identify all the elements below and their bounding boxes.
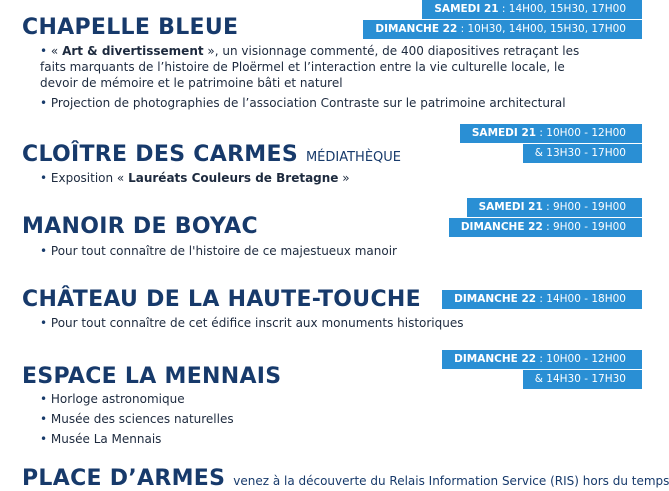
schedule-badge-cloitre-saturday: SAMEDI 21 : 10H00 - 12H00: [460, 124, 642, 143]
schedule-badge-chapelle-saturday: SAMEDI 21 : 14H00, 15H30, 17H00: [422, 0, 642, 19]
schedule-badge-chateau-sunday: DIMANCHE 22 : 14H00 - 18H00: [442, 290, 642, 309]
venue-title-chapelle-bleue: CHAPELLE BLEUE: [22, 15, 239, 40]
list-item: • « Art & divertissement », un visionnage commenté, de 400 diapositives retraçant les faits marquants de l’histoire de Ploërmel et l’interaction entre la vie culturelle locale, le devoir de mémoire et le patrimoine bâti et naturel: [40, 44, 580, 90]
venue-description-manoir: [40, 243, 602, 259]
venue-description-chateau: [40, 315, 602, 331]
schedule-badge-manoir-saturday: SAMEDI 21 : 9H00 - 19H00: [467, 198, 642, 217]
venue-title-chateau-haute-touche: CHÂTEAU DE LA HAUTE-TOUCHE: [22, 287, 421, 312]
venue-description-chapelle-bleue: [40, 43, 602, 111]
venue-title-place-d-armes: PLACE D’ARMES venez à la découverte du Relais Information Service (RIS) hors du temps: [22, 466, 669, 491]
list-item: • Pour tout connaître de l'histoire de ce majestueux manoir: [40, 244, 397, 258]
venue-inline-note: venez à la découverte du Relais Information Service (RIS) hors du temps: [233, 474, 669, 488]
venue-title-cloitre-des-carmes: CLOÎTRE DES CARMES MÉDIATHÈQUE: [22, 142, 402, 167]
schedule-badge-chapelle-sunday: DIMANCHE 22 : 10H30, 14H00, 15H30, 17H00: [363, 20, 642, 39]
venue-description-cloitre: [40, 170, 602, 186]
venue-title-espace-la-mennais: ESPACE LA MENNAIS: [22, 364, 282, 389]
schedule-badge-mennais-sunday-afternoon: & 14H30 - 17H30: [523, 370, 642, 389]
list-item: • Projection de photographies de l’association Contraste sur le patrimoine architectural: [40, 96, 566, 110]
schedule-badge-manoir-sunday: DIMANCHE 22 : 9H00 - 19H00: [449, 218, 642, 237]
list-item: • Horloge astronomique: [40, 392, 185, 406]
schedule-badge-mennais-sunday: DIMANCHE 22 : 10H00 - 12H00: [442, 350, 642, 369]
schedule-badge-cloitre-saturday-afternoon: & 13H30 - 17H00: [523, 144, 642, 163]
venue-subtitle: MÉDIATHÈQUE: [305, 150, 402, 165]
venue-title-manoir-de-boyac: MANOIR DE BOYAC: [22, 214, 258, 239]
list-item: • Musée des sciences naturelles: [40, 412, 234, 426]
list-item: • Musée La Mennais: [40, 432, 162, 446]
list-item: • Pour tout connaître de cet édifice inscrit aux monuments historiques: [40, 316, 464, 330]
venue-description-mennais: [40, 391, 602, 451]
list-item: • Exposition « Lauréats Couleurs de Bretagne »: [40, 171, 350, 185]
